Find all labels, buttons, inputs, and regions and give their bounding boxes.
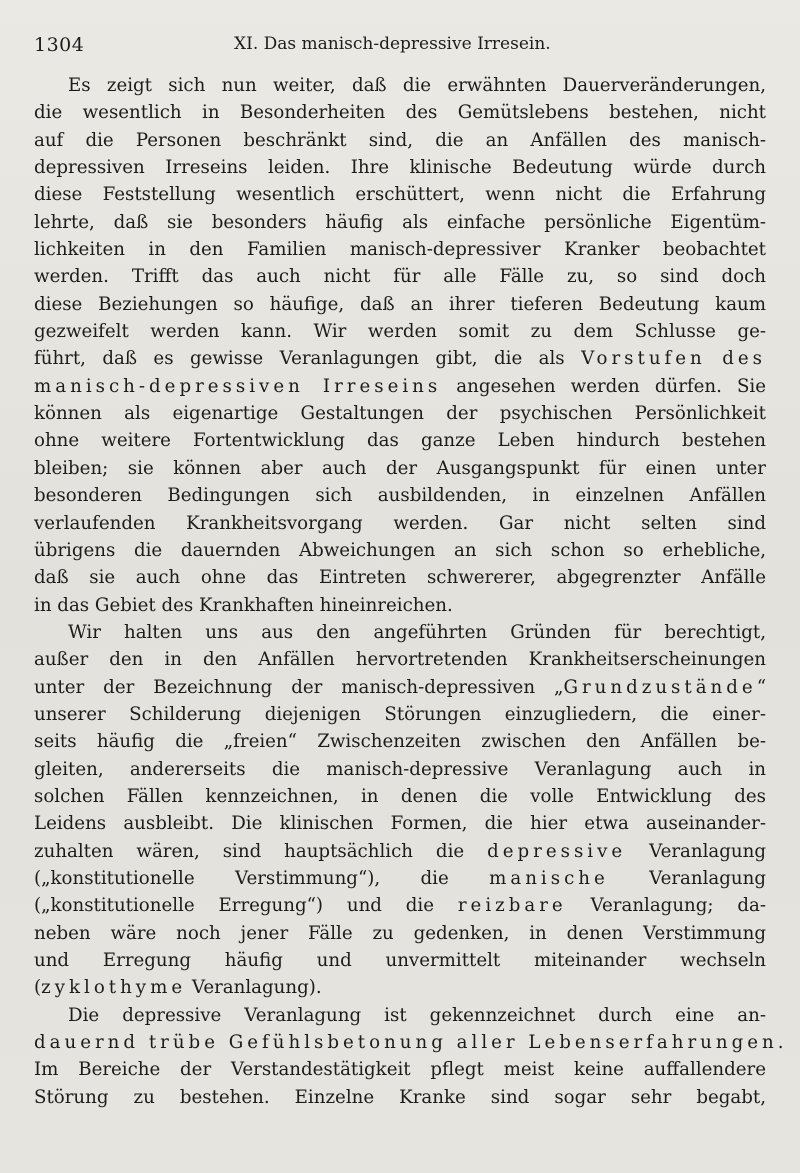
text-line bbox=[34, 810, 766, 837]
text-run: unserer Schilderung diejenigen Störungen einzugliedern, die einer- bbox=[34, 703, 766, 725]
text-run: daß sie auch ohne das Eintreten schwererer, abgegrenzter Anfälle bbox=[34, 567, 766, 589]
text-line bbox=[34, 1029, 788, 1056]
text-run: depressiven Irreseins leiden. Ihre klinische Bedeutung würde durch bbox=[34, 157, 766, 179]
emphasized-text: Grundzustände bbox=[563, 676, 757, 698]
text-run: führt, daß es gewisse Veranlagungen gibt, die als bbox=[34, 348, 582, 370]
paragraph bbox=[34, 619, 766, 1002]
text-run: Im Bereiche der Verstandestätigkeit pflegt meist keine auffallendere bbox=[34, 1059, 766, 1081]
emphasized-text: zyklothyme bbox=[41, 977, 187, 999]
text-run: („konstitutionelle Verstimmung“), die bbox=[34, 867, 490, 889]
body-text bbox=[34, 72, 788, 1111]
text-run: die wesentlich in Besonderheiten des Gemütslebens bestehen, nicht bbox=[34, 102, 766, 124]
text-line bbox=[34, 920, 766, 947]
text-line bbox=[34, 127, 766, 154]
text-run: gleiten, andererseits die manisch-depressive Veranlagung auch in bbox=[34, 758, 766, 780]
text-line bbox=[34, 72, 766, 99]
text-run: Veranlagung; da- bbox=[566, 895, 767, 917]
text-run: Störung zu bestehen. Einzelne Kranke sind sogar sehr begabt, bbox=[34, 1086, 766, 1108]
text-line bbox=[34, 263, 766, 290]
text-run bbox=[706, 348, 722, 369]
page-number: 1304 bbox=[34, 34, 85, 56]
text-line bbox=[34, 154, 766, 181]
text-run: können als eigenartige Gestaltungen der psychischen Persönlichkeit bbox=[34, 403, 766, 425]
emphasized-text: manisch-depressiven Irreseins bbox=[34, 375, 442, 397]
text-run: besonderen Bedingungen sich ausbildenden, in einzelnen Anfällen bbox=[34, 485, 766, 507]
text-run: außer den in den Anfällen hervortretenden Krankheitserscheinungen bbox=[34, 649, 766, 671]
text-run: diese Beziehungen so häufige, daß an ihrer tieferen Bedeutung kaum bbox=[34, 293, 766, 315]
text-run: Veranlagung bbox=[608, 867, 766, 889]
text-line bbox=[34, 99, 766, 126]
paragraph bbox=[34, 72, 766, 619]
text-run: übrigens die dauernden Abweichungen an sich schon so erhebliche, bbox=[34, 539, 766, 561]
text-line bbox=[34, 892, 766, 919]
text-run: lehrte, daß sie besonders häufig als einfache persönliche Eigentüm- bbox=[34, 211, 766, 233]
text-run: ohne weitere Fortentwicklung das ganze Leben hindurch bestehen bbox=[34, 430, 766, 452]
text-line bbox=[34, 318, 766, 345]
text-line bbox=[34, 427, 766, 454]
emphasized-text: dauernd trübe Gefühlsbetonung aller Lebenserfahrungen. bbox=[34, 1032, 788, 1054]
text-run: auf die Personen beschränkt sind, die an Anfällen des manisch- bbox=[34, 129, 766, 151]
text-run: “ bbox=[756, 676, 766, 698]
text-line bbox=[34, 592, 766, 619]
text-run: und Erregung häufig und unvermittelt miteinander wechseln bbox=[34, 950, 766, 971]
text-run: Die depressive Veranlagung ist gekennzeichnet durch eine an- bbox=[68, 1004, 766, 1026]
text-line bbox=[34, 537, 766, 564]
text-line bbox=[34, 373, 766, 400]
emphasized-text: des bbox=[722, 348, 766, 370]
text-line bbox=[34, 974, 766, 1001]
text-line bbox=[34, 345, 766, 372]
text-line bbox=[34, 674, 766, 701]
text-line bbox=[34, 455, 766, 482]
text-line bbox=[34, 564, 766, 591]
text-line bbox=[34, 865, 766, 892]
text-line bbox=[34, 1002, 766, 1029]
text-run: diese Feststellung wesentlich erschüttert, wenn nicht die Erfahrung bbox=[34, 184, 766, 206]
text-line bbox=[34, 783, 766, 810]
text-run: angesehen werden dürfen. Sie bbox=[441, 375, 766, 397]
text-line bbox=[34, 947, 766, 974]
text-line bbox=[34, 646, 766, 673]
text-run: verlaufenden Krankheitsvorgang werden. Gar nicht selten sind bbox=[34, 512, 766, 534]
running-title: XI. Das manisch-depressive Irresein. bbox=[234, 34, 551, 54]
text-run: Es zeigt sich nun weiter, daß die erwähnten Dauerveränderungen, bbox=[68, 75, 766, 96]
text-run: in das Gebiet des Krankhaften hineinreichen. bbox=[34, 594, 453, 616]
text-line bbox=[34, 1056, 766, 1083]
text-line bbox=[34, 236, 766, 263]
text-run: Veranlagung). bbox=[186, 977, 322, 999]
text-line bbox=[34, 510, 766, 537]
page-header bbox=[34, 34, 766, 58]
text-line bbox=[34, 619, 766, 646]
text-run: solchen Fällen kennzeichnen, in denen die volle Entwicklung des bbox=[34, 785, 766, 807]
emphasized-text: manische bbox=[489, 867, 609, 889]
text-line bbox=[34, 838, 766, 865]
text-line bbox=[34, 1084, 766, 1111]
text-run: bleiben; sie können aber auch der Ausgangspunkt für einen unter bbox=[34, 457, 766, 479]
text-line bbox=[34, 181, 766, 208]
text-line bbox=[34, 209, 766, 236]
text-run: ( bbox=[34, 977, 42, 999]
emphasized-text: Vorstufen bbox=[581, 348, 706, 370]
text-run: Leidens ausbleibt. Die klinischen Formen, die hier etwa auseinander- bbox=[34, 813, 766, 835]
text-run: zuhalten wären, sind hauptsächlich die bbox=[34, 840, 488, 862]
text-line bbox=[34, 728, 766, 755]
emphasized-text: reizbare bbox=[457, 895, 567, 917]
text-run: lichkeiten in den Familien manisch-depressiver Kranker beobachtet bbox=[34, 239, 766, 261]
text-run: Veranlagung bbox=[626, 840, 766, 862]
text-line bbox=[34, 701, 766, 728]
text-run: unter der Bezeichnung der manisch-depressiven „ bbox=[34, 676, 564, 698]
paragraph bbox=[34, 1002, 788, 1111]
text-line bbox=[34, 291, 766, 318]
text-run: seits häufig die „freien“ Zwischenzeiten zwischen den Anfällen be- bbox=[34, 731, 766, 753]
text-run: Wir halten uns aus den angeführten Gründen für berechtigt, bbox=[68, 621, 766, 643]
emphasized-text: depressive bbox=[487, 840, 627, 862]
text-run: („konstitutionelle Erregung“) und die bbox=[34, 895, 458, 917]
text-line bbox=[34, 756, 766, 783]
text-line bbox=[34, 400, 766, 427]
text-run: neben wäre noch jener Fälle zu gedenken, in denen Verstimmung bbox=[34, 922, 766, 944]
text-run: werden. Trifft das auch nicht für alle Fälle zu, so sind doch bbox=[34, 266, 766, 288]
text-line bbox=[34, 482, 766, 509]
text-run: gezweifelt werden kann. Wir werden somit zu dem Schlusse ge- bbox=[34, 321, 766, 343]
